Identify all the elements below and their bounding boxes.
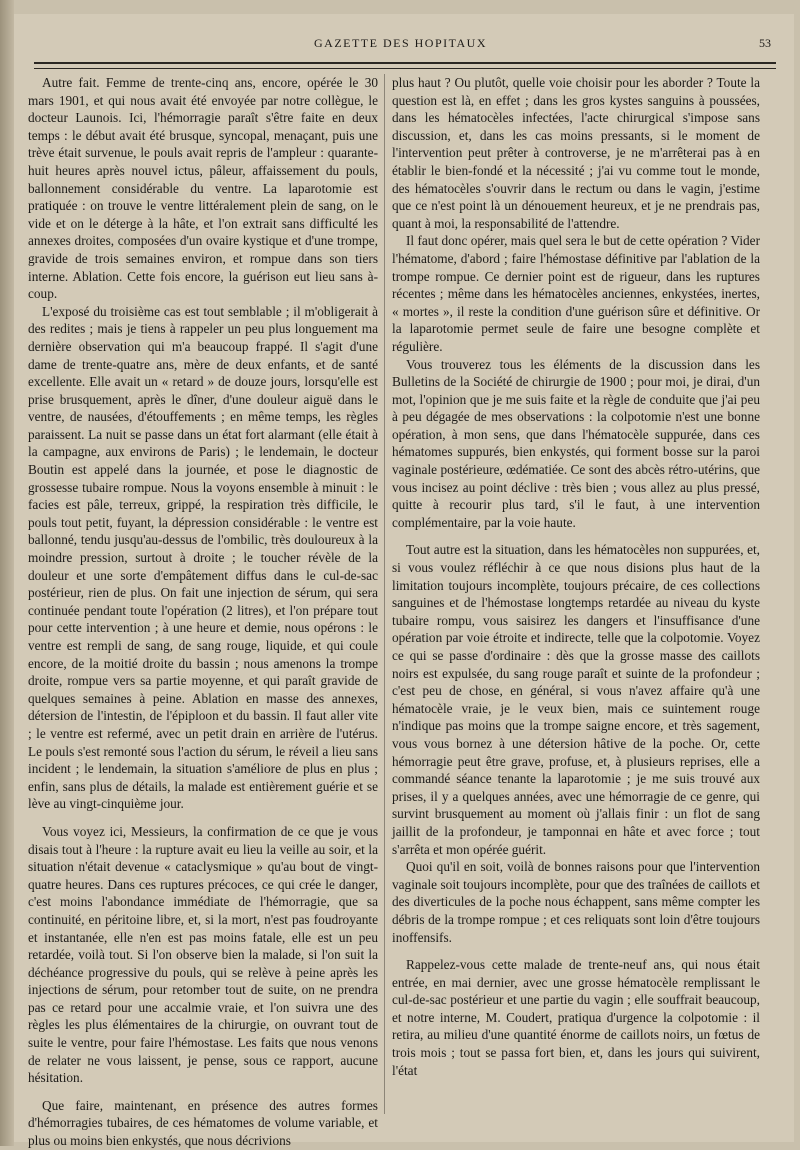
right-column: [392, 74, 760, 1079]
paragraph: L'exposé du troisième cas est tout semblable ; il m'obligerait à des redites ; mais je tiens à rappeler un peu plus longuement ma dernière observation qui m'a beaucoup frappé. Il s'agit d'une dame de trente-quatre ans, mère de deux enfants, et de santé excellente. Elle avait un « retard » de douze jours, lorsqu'elle est prise brusquement, après le dîner, d'une douleur aiguë dans le ventre, de nausées, d'étouffements ; en même temps, les règles paraissent. La nuit se passe dans un état fort alarmant (elle était à la campagne, aux environs de Paris) ; le lendemain, le docteur Boutin est appelé dans la journée, et pose le diagnostic de grossesse tubaire rompue. Nous la voyons ensemble à minuit : le facies est pâle, terreux, grippé, la respiration très difficile, le pouls tout petit, fuyant, la dépression considérable : le ventre est ballonné, tendu jusqu'au-dessus de l'ombilic, très douloureux à la moindre pression, surtout à droite ; le toucher révèle de la douleur et une sorte d'empâtement diffus dans le cul-de-sac postérieur, rien de plus. On fait une injection de sérum, qui sera continuée pendant toute l'opération (2 litres), et l'on prépare tout pour cette intervention ; à une heure et demie, nous opérons : le ventre est rempli de sang, de sang rouge, liquide, et qui coule encore, de la moitié droite du bassin ; nous amenons la trompe droite, rompue vers sa partie moyenne, et qui paraît gravide de quelques semaines à peine. Ablation en masse des annexes, détersion de l'intestin, de l'épiploon et du bassin. Il faut aller vite ; le ventre est refermé, avec un petit drain en arrière de l'utérus. Le pouls s'est remonté sous l'action du sérum, le réveil a lieu sans incident ; le lendemain, la situation s'améliore de plus en plus ; enfin, sans plus de détails, la malade est entièrement guérie et se lève au vingt-cinquième jour.: [28, 303, 378, 812]
paragraph: plus haut ? Ou plutôt, quelle voie choisir pour les aborder ? Toute la question est là, en effet ; dans les gros kystes sanguins à poussées, dans les hématocèles infectées, l'acte chirurgical s'impose sans discussion, et, dans les cas moins pressants, si le moment de l'intervention peut prêter à controverse, je ne m'arrêterai pas à en établir le bien-fondé et la nécessité ; j'ai vu comme tout le monde, des hématocèles s'ouvrir dans le rectum ou dans le vagin, j'estime que ce n'est point là un dénouement heureux, et je ne prendrais pas, quant à moi, la responsabilité de l'attendre.: [392, 75, 760, 231]
paragraph: Il faut donc opérer, mais quel sera le but de cette opération ? Vider l'hématome, d'abord ; faire l'hémostase définitive par l'ablation de la trompe rompue. Ce dernier point est de rigueur, dans les ruptures récentes ; même dans les hématocèles anciennes, enkystées, inertes, « mortes », il reste la condition d'une guérison sûre et définitive. Or la laparotomie permet seule de faire une besogne complète et régulière.: [392, 233, 760, 354]
paragraph: Rappelez-vous cette malade de trente-neuf ans, qui nous était entrée, en mai dernier, avec une grosse hématocèle remplissant le cul-de-sac postérieur et une partie du vagin ; elle souffrait beaucoup, et notre interne, M. Coudert, pratiqua d'urgence la colpotomie : il retira, au milieu d'une quantité énorme de caillots noirs, un fœtus de trois mois ; tout se passa fort bien, et, dans les jours qui suivirent, l'état: [392, 957, 760, 1078]
page-number: 53: [759, 36, 771, 50]
left-column: [28, 74, 378, 1150]
paragraph: Que faire, maintenant, en présence des autres formes d'hémorragies tubaires, de ces hématomes de volume variable, et plus ou moins bien enkystés, que nous décrivions: [28, 1097, 378, 1149]
paragraph: Vous trouverez tous les éléments de la discussion dans les Bulletins de la Société de chirurgie de 1900 ; pour moi, je dirai, d'un mot, l'opinion que je me suis faite et la règle de conduite que j'ai peu à peu dégagée de mes observations : la colpotomie n'est une bonne opération, à mon sens, que dans l'hématocèle suppurée, dans ces hématomes suppurés, bien enkystés, qui forment bosse sur la paroi vaginale postérieure, œdématiée. Ce sont des abcès rétro-utérins, que vous incisez au point déclive : très bien ; vous allez au plus pressé, quitte à recourir plus tard, s'il le faut, à une intervention complémentaire, par la voie haute.: [392, 356, 760, 530]
running-title: GAZETTE DES HOPITAUX: [313, 36, 488, 50]
page-header: [28, 34, 773, 54]
header-rule: [34, 62, 776, 69]
paragraph: Tout autre est la situation, dans les hématocèles non suppurées, et, si vous voulez réfléchir à ce que nous disions plus haut de la limitation toujours incomplète, toujours précaire, de ces collections sanguines et de l'hémostase longtemps retardée au niveau du kyste tubaire rompu, vous saisirez les dangers et l'insuffisance d'une opération par voie étroite et indirecte, telle que la colpotomie. Voyez ce qui se passe d'ordinaire : dès que la grosse masse des caillots noirs est expulsée, du sang rouge paraît et suinte de la profondeur ; c'est peu de chose, en général, si vous n'avez affaire qu'à une hématocèle vraie, je le veux bien, mais ce suintement rouge n'indique pas moins que la trompe saigne encore, et très sagement, vous vous bornez à une détersion hâtive de la poche. Or, cette hémorragie peut être grave, profuse, et, à plusieurs reprises, elle a commandé séance tenante la laparotomie ; je me suis trouvé aux prises, il y a quelques années, avec une hémorragie de ce genre, qui survint brusquement au moment où j'allais finir : un flot de sang jaillit de la profondeur, je tamponnai en hâte et avec force ; tout s'arrêta et mon opérée guérit.: [392, 542, 760, 857]
paragraph: Vous voyez ici, Messieurs, la confirmation de ce que je vous disais tout à l'heure : la rupture avait eu lieu la veille au soir, et la situation n'était devenue « cataclysmique » qu'au bout de vingt-quatre heures. Dans ces ruptures précoces, ce qui crée le danger, c'est moins l'abondance immédiate de l'hémorragie, que sa continuité, en péritoine libre, et, si la mort, n'est pas foudroyante et instantanée, elle n'en est pas moins fatale, elle est un peu retardée, voilà tout. Si l'on observe bien la malade, si l'on suit la déchéance progressive du pouls, qui se relève à peine après les injections de sérum, pour retomber tout de suite, on ne prendra pas ce retard pour une accalmie vraie, et l'on suivra une des règles les plus élémentaires de la chirurgie, on ouvrant tout de suite le ventre, pour faire l'hémostase. Les faits que nous venons de relater ne vous laissent, je pense, sous ce rapport, aucune hésitation.: [28, 823, 378, 1086]
paragraph: Quoi qu'il en soit, voilà de bonnes raisons pour que l'intervention vaginale soit toujours incomplète, pour que des traînées de caillots et des diverticules de la poche nous échappent, sans même compter les débris de la trompe rompue ; et ces reliquats sont loin d'être toujours inoffensifs.: [392, 859, 760, 945]
paragraph: Autre fait. Femme de trente-cinq ans, encore, opérée le 30 mars 1901, et qui nous avait été envoyée par notre collègue, le docteur Launois. Ici, l'hémorragie paraît s'être faite en deux temps : le début avait été brusque, syncopal, menaçant, puis une trève était survenue, le pouls avait repris de l'ampleur : quarante-huit heures après nouvel ictus, pâleur, affaissement du pouls, ballonnement considérable du ventre. La laparotomie est pratiquée : on trouve le ventre littéralement plein de sang, on le vide et on le déterge à la hâte, et l'on extrait sans difficulté les annexes droites, composées d'un ovaire kystique et d'une trompe, gravide de trois semaines environ, et rompue dans son tiers interne. Ablation. Cette fois encore, la guérison eut lieu sans à-coup.: [28, 75, 378, 302]
book-gutter: [0, 0, 14, 1146]
column-divider: [384, 74, 385, 1114]
